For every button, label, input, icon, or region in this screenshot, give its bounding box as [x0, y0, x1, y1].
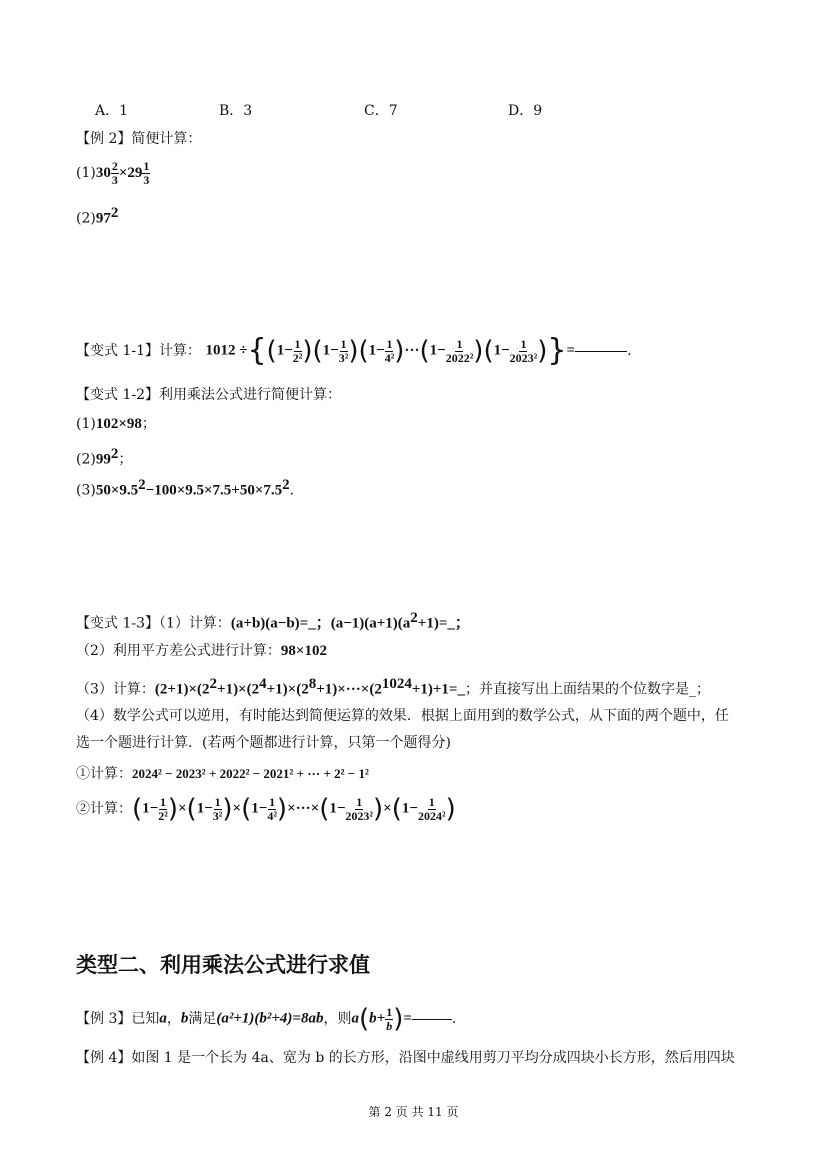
example-4: 【例 4】如图 1 是一个长为 4a、宽为 b 的长方形，沿图中虚线用剪刀平均分成四块小长方形，然后用四块: [76, 1050, 735, 1066]
variant-1-3-q3: （3）计算：$(2+1)\times(2^2+1)\times(2^4+1)\times(2^8+1)\times\cdot\cdot\cdot\times(2^{1024}+1)+1=\_$；并直接写出上面结果的个位数字是_；: [76, 676, 710, 698]
variant-1-3-q4-line1: （4）数学公式可以逆用，有时能达到简便运算的效果．根据上面用到的数学公式，从下面的两个题中，任: [76, 708, 729, 724]
example-3: 【例 3】已知a，b满足(a²+1)(b²+4)=8ab，则a(b+ $\frac{1}{b}$ )= .: [76, 1004, 457, 1035]
variant-1-3-choice-1: ①计算：2024² − 2023² + 2022² − 2021² + ··· + 2² − 1²: [76, 766, 369, 782]
variant-1-2-part-2: $(2)99^2$；: [76, 446, 133, 468]
example-2-label: 【例 2】简便计算：: [76, 131, 202, 147]
variant-1-2-part-1: (1)102×98；: [76, 416, 156, 432]
option-b: B．3: [219, 103, 253, 119]
example-2-part-2: $(2)97^2$: [76, 205, 119, 227]
variant-1-2-part-3: $(3)50\times 9.5^2-100\times 9.5\times 7.5+50\times 7.5^2$.: [76, 477, 295, 499]
example-2-part-1: (1)30 $\frac{2}{3}$ ×29 $\frac{1}{3}$: [76, 159, 150, 187]
variant-1-3-q4-line2: 选一个题进行计算．(若两个题都进行计算，只第一个题得分): [76, 735, 451, 751]
variant-1-3-q1: 【变式 1-3】（1）计算：(a+b)(a−b)=_；$(a-1)(a+1)(a^2+1)=\_$；: [76, 610, 470, 632]
variant-1-2-label: 【变式 1-2】利用乘法公式进行简便计算：: [76, 387, 341, 403]
section-2-heading: 类型二、利用乘法公式进行求值: [76, 953, 370, 977]
option-d: D．9: [508, 103, 543, 119]
variant-1-3-q2: （2）利用平方差公式进行计算：98×102: [76, 643, 327, 659]
page-footer: 第 2 页 共 11 页: [368, 1105, 459, 1119]
option-c: C．7: [364, 103, 398, 119]
variant-1-3-choice-2: ②计算：(1− $\frac{1}{\text{2²}}$ )×(1− $\frac{1}{\text{3²}}$ )×(1− $\frac{1}{\text{4²}}$ )×···×(1− $\frac{1}{\text{2023²}}$ )×(1− $\frac{1}{\text{2024²}}$ ): [76, 794, 456, 825]
option-a: A．1: [95, 103, 129, 119]
variant-1-1: 【变式 1-1】计算： 1012 ÷{(1− $\frac{1}{\text{2²}}$ )(1− $\frac{1}{\text{3²}}$ )(1− $\frac{1}{\text{4²}}$ )···(1− $\frac{1}{\text{2022²}}$ )(1− $\frac{1}{\text{2023²}}$ )}= .: [76, 333, 632, 368]
